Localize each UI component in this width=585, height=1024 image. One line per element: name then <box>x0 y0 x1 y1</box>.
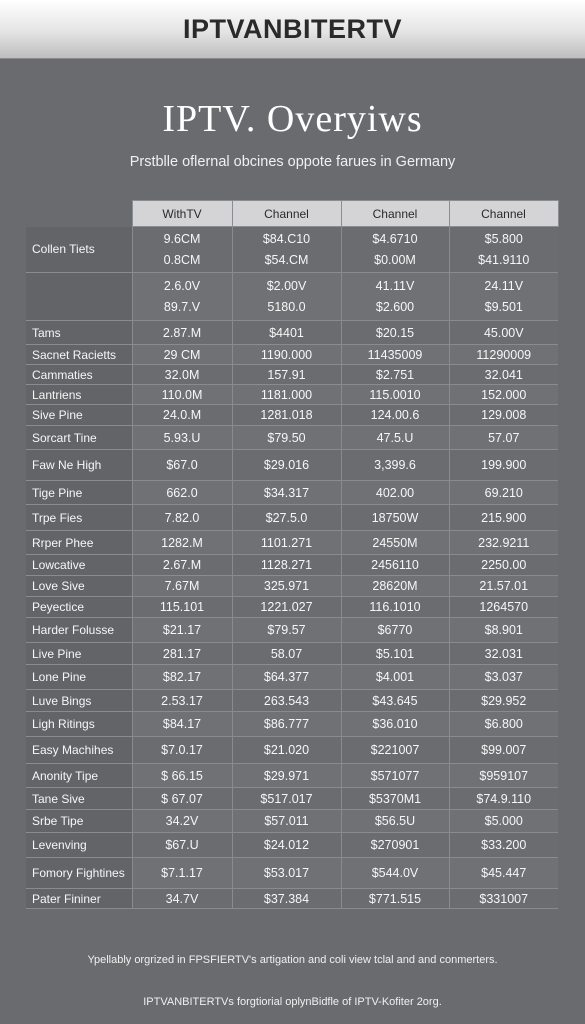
table-cell: $270901 <box>341 833 449 858</box>
table-cell: $8.901 <box>449 618 558 643</box>
table-cell: $20.15 <box>341 321 449 345</box>
page-title: IPTV. Overyiws <box>162 98 423 140</box>
row-label: Sive Pine <box>26 405 132 426</box>
table-cell: 2250.00 <box>449 555 558 576</box>
table-cell: $4.001 <box>341 665 449 690</box>
table-cell: 21.57.01 <box>449 576 558 597</box>
table-row <box>26 385 558 405</box>
table-cell: $5.800 $41.9110 <box>449 227 558 273</box>
table-cell: 1281.018 <box>232 405 341 426</box>
table-cell: $331007 <box>449 889 558 909</box>
row-label: Tane Sive <box>26 788 132 810</box>
column-header: WithTV <box>132 201 232 227</box>
table-cell: 7.82.0 <box>132 505 232 531</box>
table-row <box>26 643 558 665</box>
table-row <box>26 576 558 597</box>
top-banner <box>0 0 585 59</box>
table-cell: 281.17 <box>132 643 232 665</box>
table-cell: 152.000 <box>449 385 558 405</box>
table-cell: 32.0M <box>132 365 232 385</box>
overview-table-container <box>26 200 558 909</box>
row-label: Faw Ne High <box>26 450 132 481</box>
table-cell: 1101.271 <box>232 531 341 555</box>
table-cell: 32.031 <box>449 643 558 665</box>
table-row <box>26 665 558 690</box>
table-cell: $517.017 <box>232 788 341 810</box>
table-cell: $7.1.17 <box>132 858 232 889</box>
table-row <box>26 405 558 426</box>
table-row <box>26 810 558 833</box>
table-cell: $29.016 <box>232 450 341 481</box>
table-row <box>26 227 558 273</box>
table-cell: 24.11V $9.501 <box>449 273 558 321</box>
row-label: Sacnet Racietts <box>26 345 132 365</box>
table-cell: 1128.271 <box>232 555 341 576</box>
table-row <box>26 690 558 712</box>
table-cell: 2.6.0V 89.7.V <box>132 273 232 321</box>
row-label: Anonity Tipe <box>26 764 132 788</box>
table-cell: 232.9211 <box>449 531 558 555</box>
footer-credit: IPTVANBITERTVs forgtiorial oplynBidfle of IPTV-Kofiter 2org. <box>143 996 442 1008</box>
table-cell: $99.007 <box>449 737 558 764</box>
row-label: Srbe Tipe <box>26 810 132 833</box>
table-cell: $79.57 <box>232 618 341 643</box>
table-cell: 662.0 <box>132 481 232 505</box>
table-row <box>26 889 558 909</box>
table-cell: $56.5U <box>341 810 449 833</box>
table-cell: $6.800 <box>449 712 558 737</box>
table-cell: 116.1010 <box>341 597 449 618</box>
table-cell: $45.447 <box>449 858 558 889</box>
table-row <box>26 597 558 618</box>
table-row <box>26 531 558 555</box>
table-cell: 129.008 <box>449 405 558 426</box>
table-cell: $571077 <box>341 764 449 788</box>
table-cell: $21.020 <box>232 737 341 764</box>
table-cell: $67.0 <box>132 450 232 481</box>
table-cell: $64.377 <box>232 665 341 690</box>
row-label: Harder Folusse <box>26 618 132 643</box>
table-cell: $79.50 <box>232 426 341 450</box>
page-subtitle: Prstblle oflernal obcines oppote farues in Germany <box>129 154 456 170</box>
table-cell: 2.87.M <box>132 321 232 345</box>
table-cell: 2456110 <box>341 555 449 576</box>
table-cell: $29.971 <box>232 764 341 788</box>
table-cell: $221007 <box>341 737 449 764</box>
table-cell: $4.6710 $0.00M <box>341 227 449 273</box>
row-label: Ligh Ritings <box>26 712 132 737</box>
row-label: Sorcart Tine <box>26 426 132 450</box>
column-header: Channel <box>232 201 341 227</box>
table-cell: 24550M <box>341 531 449 555</box>
table-cell: $67.U <box>132 833 232 858</box>
row-label: Trpe Fies <box>26 505 132 531</box>
table-cell: $53.017 <box>232 858 341 889</box>
table-cell: 110.0M <box>132 385 232 405</box>
table-row <box>26 505 558 531</box>
table-row <box>26 858 558 889</box>
table-cell: $74.9.110 <box>449 788 558 810</box>
table-cell: 58.07 <box>232 643 341 665</box>
table-row <box>26 833 558 858</box>
header-blank <box>26 201 132 227</box>
table-row <box>26 273 558 321</box>
table-cell: 3,399.6 <box>341 450 449 481</box>
banner-title: IPTVANBITERTV <box>182 13 402 44</box>
table-cell: 11435009 <box>341 345 449 365</box>
table-row <box>26 321 558 345</box>
table-body <box>26 227 558 909</box>
row-label: Live Pine <box>26 643 132 665</box>
table-cell: 1221.027 <box>232 597 341 618</box>
table-row <box>26 345 558 365</box>
footer-note: Ypellably orgrized in FPSFIERTV's artigation and coli view tclal and and conmerters. <box>87 954 498 966</box>
row-label: Luve Bings <box>26 690 132 712</box>
table-cell: 115.101 <box>132 597 232 618</box>
row-label <box>26 273 132 321</box>
table-cell: 1264570 <box>449 597 558 618</box>
table-cell: 2.53.17 <box>132 690 232 712</box>
table-cell: $5370M1 <box>341 788 449 810</box>
table-row <box>26 481 558 505</box>
row-label: Collen Tiets <box>26 227 132 273</box>
table-cell: $5.101 <box>341 643 449 665</box>
table-cell: 199.900 <box>449 450 558 481</box>
row-label: Easy Machihes <box>26 737 132 764</box>
table-cell: 1181.000 <box>232 385 341 405</box>
table-cell: $27.5.0 <box>232 505 341 531</box>
column-header: Channel <box>341 201 449 227</box>
table-cell: $ 67.07 <box>132 788 232 810</box>
table-cell: 11290009 <box>449 345 558 365</box>
table-cell: $84.C10 $54.CM <box>232 227 341 273</box>
table-row <box>26 737 558 764</box>
table-cell: $2.751 <box>341 365 449 385</box>
row-label: Lone Pine <box>26 665 132 690</box>
row-label: Tams <box>26 321 132 345</box>
table-cell: 115.0010 <box>341 385 449 405</box>
table-cell: $2.00V 5180.0 <box>232 273 341 321</box>
table-cell: $544.0V <box>341 858 449 889</box>
row-label: Love Sive <box>26 576 132 597</box>
table-row <box>26 450 558 481</box>
overview-table <box>26 200 559 909</box>
table-cell: 28620M <box>341 576 449 597</box>
column-header: Channel <box>449 201 558 227</box>
table-cell: $43.645 <box>341 690 449 712</box>
table-cell: $771.515 <box>341 889 449 909</box>
table-cell: 29 CM <box>132 345 232 365</box>
row-label: Lantriens <box>26 385 132 405</box>
table-cell: 32.041 <box>449 365 558 385</box>
table-row <box>26 426 558 450</box>
table-cell: $36.010 <box>341 712 449 737</box>
row-label: Fomory Fightines <box>26 858 132 889</box>
table-row <box>26 618 558 643</box>
table-cell: 34.7V <box>132 889 232 909</box>
table-cell: $86.777 <box>232 712 341 737</box>
table-cell: $29.952 <box>449 690 558 712</box>
table-cell: $82.17 <box>132 665 232 690</box>
table-row <box>26 365 558 385</box>
table-cell: $5.000 <box>449 810 558 833</box>
table-cell: $ 66.15 <box>132 764 232 788</box>
table-cell: 69.210 <box>449 481 558 505</box>
table-cell: $21.17 <box>132 618 232 643</box>
table-cell: 57.07 <box>449 426 558 450</box>
table-cell: $34.317 <box>232 481 341 505</box>
table-row <box>26 764 558 788</box>
table-cell: 1190.000 <box>232 345 341 365</box>
table-cell: $7.0.17 <box>132 737 232 764</box>
table-cell: 9.6CM 0.8CM <box>132 227 232 273</box>
table-cell: $6770 <box>341 618 449 643</box>
table-cell: $959107 <box>449 764 558 788</box>
row-label: Tige Pine <box>26 481 132 505</box>
table-cell: 157.91 <box>232 365 341 385</box>
row-label: Lowcative <box>26 555 132 576</box>
table-cell: $3.037 <box>449 665 558 690</box>
table-cell: 215.900 <box>449 505 558 531</box>
table-cell: $4401 <box>232 321 341 345</box>
table-cell: $33.200 <box>449 833 558 858</box>
table-row <box>26 712 558 737</box>
table-cell: $24.012 <box>232 833 341 858</box>
table-cell: $84.17 <box>132 712 232 737</box>
table-cell: 124.00.6 <box>341 405 449 426</box>
table-cell: 1282.M <box>132 531 232 555</box>
row-label: Peyectice <box>26 597 132 618</box>
table-cell: 41.11V $2.600 <box>341 273 449 321</box>
table-row <box>26 788 558 810</box>
table-cell: 24.0.M <box>132 405 232 426</box>
table-cell: 2.67.M <box>132 555 232 576</box>
table-header-row <box>26 201 558 227</box>
table-cell: $37.384 <box>232 889 341 909</box>
table-cell: 34.2V <box>132 810 232 833</box>
row-label: Rrper Phee <box>26 531 132 555</box>
table-cell: 402.00 <box>341 481 449 505</box>
table-cell: 45.00V <box>449 321 558 345</box>
table-cell: 263.543 <box>232 690 341 712</box>
row-label: Pater Fininer <box>26 889 132 909</box>
row-label: Levenving <box>26 833 132 858</box>
table-cell: 5.93.U <box>132 426 232 450</box>
table-cell: 7.67M <box>132 576 232 597</box>
table-cell: $57.011 <box>232 810 341 833</box>
table-cell: 325.971 <box>232 576 341 597</box>
row-label: Cammaties <box>26 365 132 385</box>
table-cell: 18750W <box>341 505 449 531</box>
table-cell: 47.5.U <box>341 426 449 450</box>
table-row <box>26 555 558 576</box>
